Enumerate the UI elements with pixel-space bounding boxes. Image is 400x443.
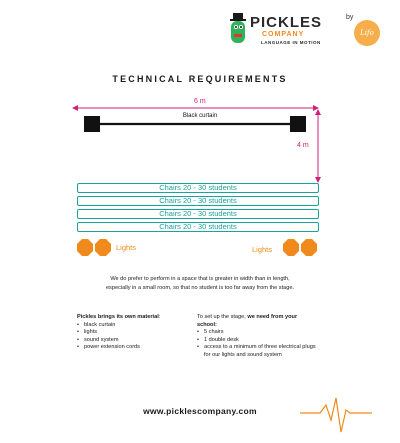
partner-logo-text: Lifo xyxy=(360,29,374,37)
width-label: 6 m xyxy=(194,98,206,105)
logo-sub: COMPANY xyxy=(262,31,305,38)
list-item: • access to a minimum of three electrical plugs for our lights and sound system xyxy=(197,344,317,359)
list-item: • lights xyxy=(77,329,187,337)
chairs-row-2: Chairs 20 - 30 students xyxy=(77,196,319,206)
website-link[interactable]: www.picklescompany.com xyxy=(143,406,257,416)
depth-label: 4 m xyxy=(297,142,309,149)
lights-right-label: Lights xyxy=(252,245,273,254)
curtain-label: Black curtain xyxy=(182,113,218,119)
intro-paragraph xyxy=(70,275,330,293)
chairs-row-1: Chairs 20 - 30 students xyxy=(77,183,319,193)
depth-dimension-arrow xyxy=(315,109,321,183)
lights-right-icon xyxy=(283,239,317,256)
list-item: • 5 chairs xyxy=(197,329,317,337)
chairs-row-3: Chairs 20 - 30 students xyxy=(77,209,319,219)
school-requirements xyxy=(197,314,317,359)
list-item: • sound system xyxy=(77,337,187,345)
list-item: • power extension cords xyxy=(77,344,187,352)
chairs-row-4: Chairs 20 - 30 students xyxy=(77,222,319,232)
list-item: • 1 double desk xyxy=(197,337,317,345)
pickles-materials-heading: Pickles brings its own material: xyxy=(77,314,161,320)
page-title: TECHNICAL REQUIREMENTS xyxy=(112,74,288,84)
school-requirements-heading: To set up the stage, we need from your school: xyxy=(197,314,298,328)
logo-by: by xyxy=(346,14,354,21)
list-item: • black curtain xyxy=(77,322,187,330)
logo-tagline: LANGUAGE IN MOTION xyxy=(261,40,321,45)
pickles-materials xyxy=(77,314,187,352)
lights-left-label: Lights xyxy=(116,243,137,252)
paragraph-line-1: We do prefer to perform in a space that is greater in width than in length, xyxy=(110,276,290,282)
width-dimension-arrow xyxy=(72,105,319,111)
lights-left-icon xyxy=(77,239,111,256)
logo-name: PICKLES xyxy=(250,14,323,31)
paragraph-line-2: especially in a small room, so that no student is too far away from the stage. xyxy=(105,285,295,291)
